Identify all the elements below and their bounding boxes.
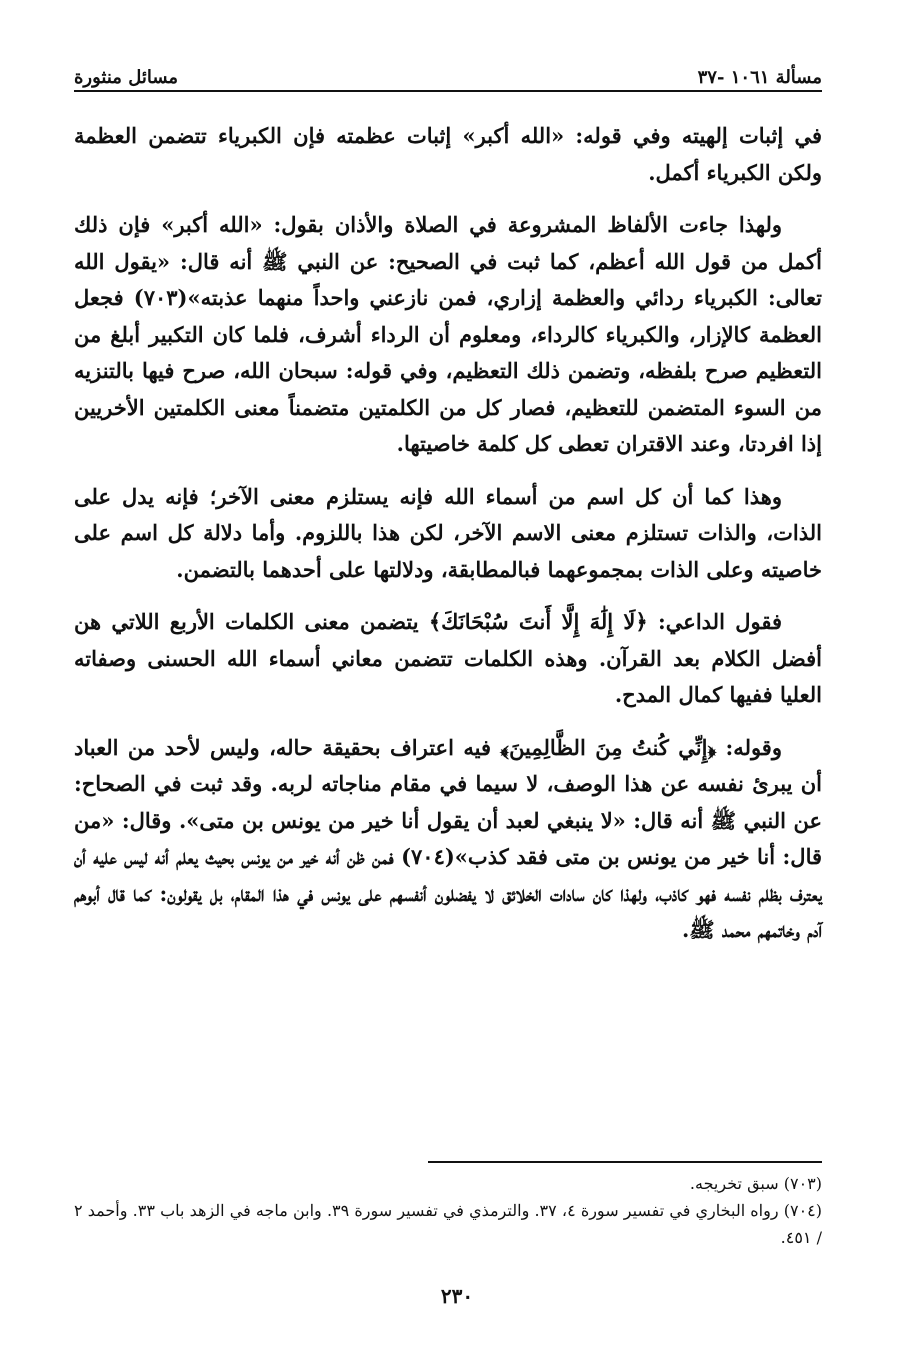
paragraph: وقوله: ﴿إِنِّي كُنتُ مِنَ الظَّالِمِينَ﴾ فيه اعتراف بحقيقة حاله، وليس لأحد من العباد أن يبرئ نفسه عن هذا الوصف، لا سيما في مقام مناجاته لربه. وقد ثبت في الصحاح: عن النبي ﷺ أنه قال: «لا ينبغي لعبد أن يقول أنا خير من يونس بن متى». وقال: «من قال: أنا خير من يونس بن متى فقد كذب»(٧٠٤) فمن ظن أنه خير من يونس بحيث يعلم أنه ليس عليه أن يعترف بظلم نفسه فهو كاذب، ولهذا كان سادات الخلائق لا يفضلون أنفسهم على يونس في هذا المقام، بل يقولون: كما قال أبوهم آدم وخاتمهم محمد ﷺ. (74, 734, 823, 942)
paragraph: وهذا كما أن كل اسم من أسماء الله فإنه يستلزم معنى الآخر؛ فإنه يدل على الذات، والذات تستلزم معنى الاسم الآخر، لكن هذا باللزوم. وأما دلالة كل اسم على خاصيته وعلى الذات بمجموعهما فبالمطابقة، ودلالتها على أحدهما بالتضمن. (74, 483, 822, 582)
main-text (74, 118, 822, 965)
running-header (74, 52, 822, 88)
footnote: (٧٠٣) سبق تخريجه. (689, 1174, 822, 1193)
footnote-divider (428, 1161, 822, 1163)
paragraph: فقول الداعي: ﴿لَا إِلَٰهَ إِلَّا أَنتَ سُبْحَانَكَ﴾ يتضمن معنى الكلمات الأربع اللاتي هن أفضل الكلام بعد القرآن. وهذه الكلمات تتضمن معاني أسماء الله الحسنى وصفاته العليا ففيها كمال المدح. (74, 609, 822, 707)
page-number: ٢٣٠ (440, 1284, 474, 1308)
issue-number: مسألة ١٠٦١ -٣٧ (697, 67, 822, 88)
footnote: (٧٠٤) رواه البخاري في تفسير سورة ٤، ٣٧. والترمذي في تفسير سورة ٣٩. وابن ماجه في الزهد باب ٣٣. وأحمد ٢ / ٤٥١. (74, 1201, 823, 1247)
header-divider (74, 90, 822, 92)
paragraph: ولهذا جاءت الألفاظ المشروعة في الصلاة والأذان بقول: «الله أكبر» فإن ذلك أكمل من قول الله أعظم، كما ثبت في الصحيح: عن النبي ﷺ أنه قال: «يقول الله تعالى: الكبرياء ردائي والعظمة إزاري، فمن نازعني واحداً منهما عذبته»(٧٠٣) فجعل العظمة كالإزار، والكبرياء كالرداء، ومعلوم أن الرداء أشرف، فلما كان التكبير أبلغ من التعظيم صرح بلفظه، وتضمن ذلك التعظيم، وفي قوله: سبحان الله، صرح فيها بالتنزيه من السوء المتضمن للتعظيم، فصار كل من الكلمتين متضمناً معنى الكلمتين الأخريين إذا افردتا، وعند الاقتران تعطى كل كلمة خاصيتها. (74, 212, 822, 456)
book-title: مسائل منثورة (74, 67, 179, 88)
footnotes (74, 1170, 822, 1251)
paragraph: في إثبات إلهيته وفي قوله: «الله أكبر» إثبات عظمته فإن الكبرياء تتضمن العظمة ولكن الكبرياء أكمل. (74, 123, 822, 185)
